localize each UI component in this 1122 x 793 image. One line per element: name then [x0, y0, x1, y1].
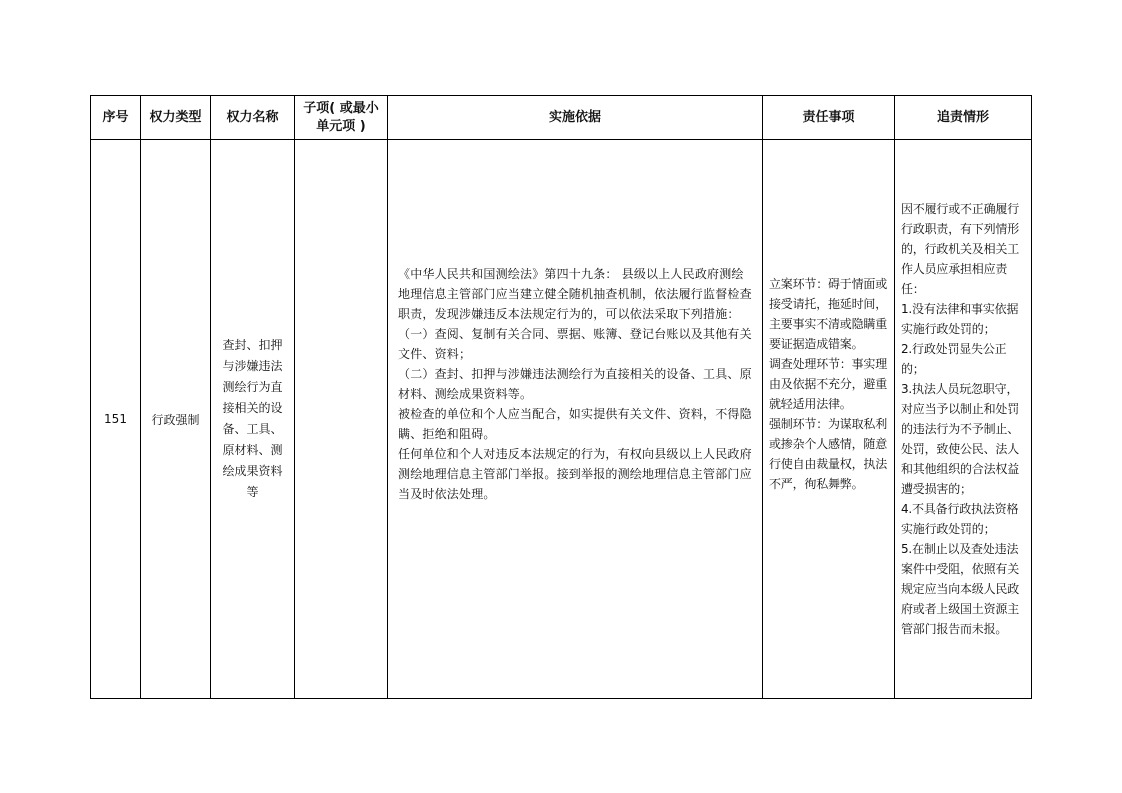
- duty-text: 立案环节：碍于情面或接受请托，拖延时间，主要事实不清或隐瞒重要证据造成错案。 调查处理环节：事实理由及依据不充分，避重就轻适用法律。 强制环节：为谋取私利或掺杂个人感情，随意行使自由裁量权，执法不严，徇私舞弊。: [769, 277, 888, 491]
- basis-text: 《中华人民共和国测绘法》第四十九条： 县级以上人民政府测绘地理信息主管部门应当建立健全随机抽查机制，依法履行监督检查职责，发现涉嫌违反本法规定行为的，可以依法采取下列措施： （一）查阅、复制有关合同、票据、账簿、登记台账以及其他有关文件、资料； （二）查封、扣押与涉嫌违法测绘行为直接相关的设备、工具、原材料、测绘成果资料等。 被检查的单位和个人应当配合，如实提供有关文件、资料，不得隐瞒、拒绝和阻碍。 任何单位和个人对违反本法规定的行为，有权向县级以上人民政府测绘地理信息主管部门举报。接到举报的测绘地理信息主管部门应当及时依法处理。: [398, 267, 752, 501]
- accountability-text: 因不履行或不正确履行行政职责，有下列情形的，行政机关及相关工作人员应承担相应责任： 1.没有法律和事实依据实施行政处罚的； 2.行政处罚显失公正的； 3.执法人员玩忽职守，对应当予以制止和处罚的违法行为不予制止、处罚，致使公民、法人和其他组织的合法权益遭受损害的； 4.不具备行政执法资格实施行政处罚的； 5.在制止以及查处违法案件中受阻，依照有关规定应当向本级人民政府或者上级国土资源主管部门报告而未报。: [901, 202, 1020, 636]
- header-power-name: 权力名称: [211, 96, 295, 140]
- power-list-table: [90, 95, 1032, 699]
- header-basis: 实施依据: [388, 96, 763, 140]
- header-duty: 责任事项: [763, 96, 895, 140]
- cell-power-type: 行政强制: [141, 140, 211, 699]
- cell-seq: 151: [91, 140, 141, 699]
- header-subitem: 子项( 或最小单元项 ): [295, 96, 388, 140]
- header-seq: 序号: [91, 96, 141, 140]
- cell-subitem: [295, 140, 388, 699]
- header-power-type: 权力类型: [141, 96, 211, 140]
- cell-duty: [763, 140, 895, 699]
- table-header-row: [91, 96, 1032, 140]
- cell-accountability: [895, 140, 1032, 699]
- cell-power-name: 查封、扣押与涉嫌违法测绘行为直接相关的设备、工具、原材料、测绘成果资料等: [211, 140, 295, 699]
- cell-basis: [388, 140, 763, 699]
- header-accountability: 追责情形: [895, 96, 1032, 140]
- table-row: [91, 140, 1032, 699]
